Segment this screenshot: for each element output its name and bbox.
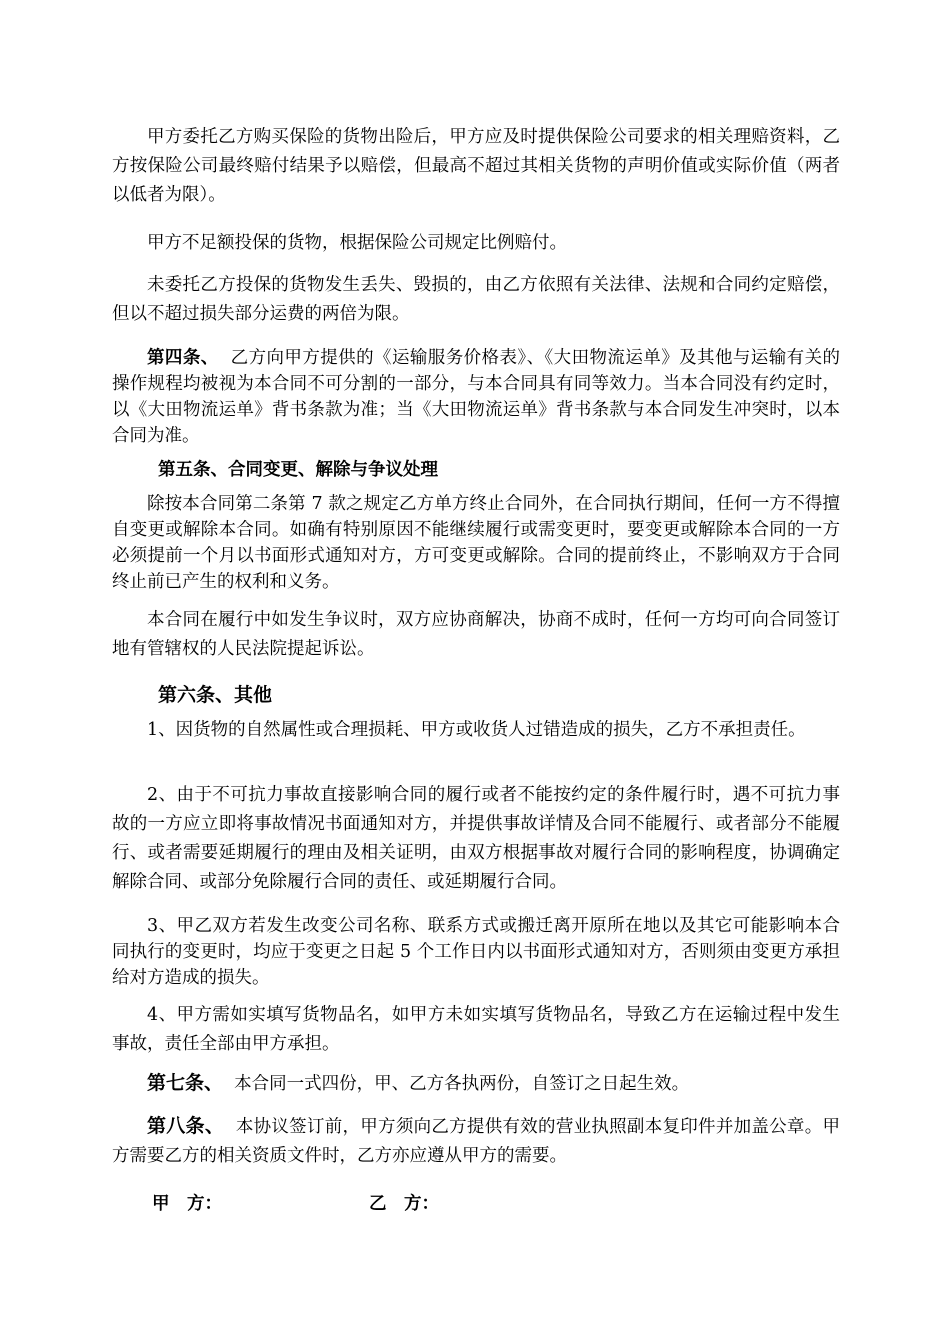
uninsured-goods-paragraph: 未委托乙方投保的货物发生丢失、毁损的，由乙方依照有关法律、法规和合同约定赔偿，但以不超过损失部分运费的两倍为限。 xyxy=(112,275,840,324)
article-7-label: 第七条、 xyxy=(147,1072,224,1094)
insurance-claim-paragraph: 甲方委托乙方购买保险的货物出险后，甲方应及时提供保险公司要求的相关理赔资料，乙方按保险公司最终赔付结果予以赔偿，但最高不超过其相关货物的声明价值或实际价值（两者以低者为限）。 xyxy=(112,127,840,205)
article-4-text: 乙方向甲方提供的《运输服务价格表》、《大田物流运单》及其他与运输有关的操作规程均被视为本合同不可分割的一部分，与本合同具有同等效力。当本合同没有约定时，以《大田物流运单》背书条款为准；当《大田物流运单》背书条款与本合同发生冲突时，以本合同为准。 xyxy=(112,348,840,446)
article-6-item-2: 2、由于不可抗力事故直接影响合同的履行或者不能按约定的条件履行时，遇不可抗力事故的一方应立即将事故情况书面通知对方，并提供事故详情及合同不能履行、或者部分不能履行、或者需要延期履行的理由及相关证明，由双方根据事故对履行合同的影响程度，协调确定解除合同、或部分免除履行合同的责任、或延期履行合同。 xyxy=(112,785,840,892)
article-8-text: 本协议签订前，甲方须向乙方提供有效的营业执照副本复印件并加盖公章。甲方需要乙方的相关资质文件时，乙方亦应遵从甲方的需要。 xyxy=(112,1117,840,1166)
article-6-item-3: 3、甲乙双方若发生改变公司名称、联系方式或搬迁离开原所在地以及其它可能影响本合同执行的变更时，均应于变更之日起 5 个工作日内以书面形式通知对方，否则须由变更方承担给对方造成的损失。 xyxy=(112,916,840,988)
article-5-paragraph-1: 除按本合同第二条第 7 款之规定乙方单方终止合同外，在合同执行期间，任何一方不得擅自变更或解除本合同。如确有特别原因不能继续履行或需变更时，要变更或解除本合同的一方必须提前一个月以书面形式通知对方，方可变更或解除。合同的提前终止，不影响双方于合同终止前已产生的权利和义务。 xyxy=(112,494,840,592)
article-7-paragraph xyxy=(112,1069,840,1099)
article-8-paragraph xyxy=(112,1112,840,1171)
article-6-heading: 第六条、其他 xyxy=(158,684,273,706)
article-5-heading: 第五条、合同变更、解除与争议处理 xyxy=(158,460,438,480)
article-8-label: 第八条、 xyxy=(147,1115,225,1137)
article-7-text: 本合同一式四份，甲、乙方各执两份，自签订之日起生效。 xyxy=(234,1074,690,1094)
party-b-signature-label: 乙 方： xyxy=(369,1194,439,1214)
article-5-paragraph-2: 本合同在履行中如发生争议时，双方应协商解决，协商不成时，任何一方均可向合同签订地有管辖权的人民法院提起诉讼。 xyxy=(112,610,840,659)
article-4-paragraph xyxy=(112,345,840,449)
party-a-signature-label: 甲 方： xyxy=(152,1194,222,1214)
article-6-item-1: 1、因货物的自然属性或合理损耗、甲方或收货人过错造成的损失，乙方不承担责任。 xyxy=(147,720,806,740)
article-4-label: 第四条、 xyxy=(147,348,219,368)
underinsured-paragraph: 甲方不足额投保的货物，根据保险公司规定比例赔付。 xyxy=(147,233,567,253)
article-6-item-4: 4、甲方需如实填写货物品名，如甲方未如实填写货物品名，导致乙方在运输过程中发生事故，责任全部由甲方承担。 xyxy=(112,1005,840,1054)
